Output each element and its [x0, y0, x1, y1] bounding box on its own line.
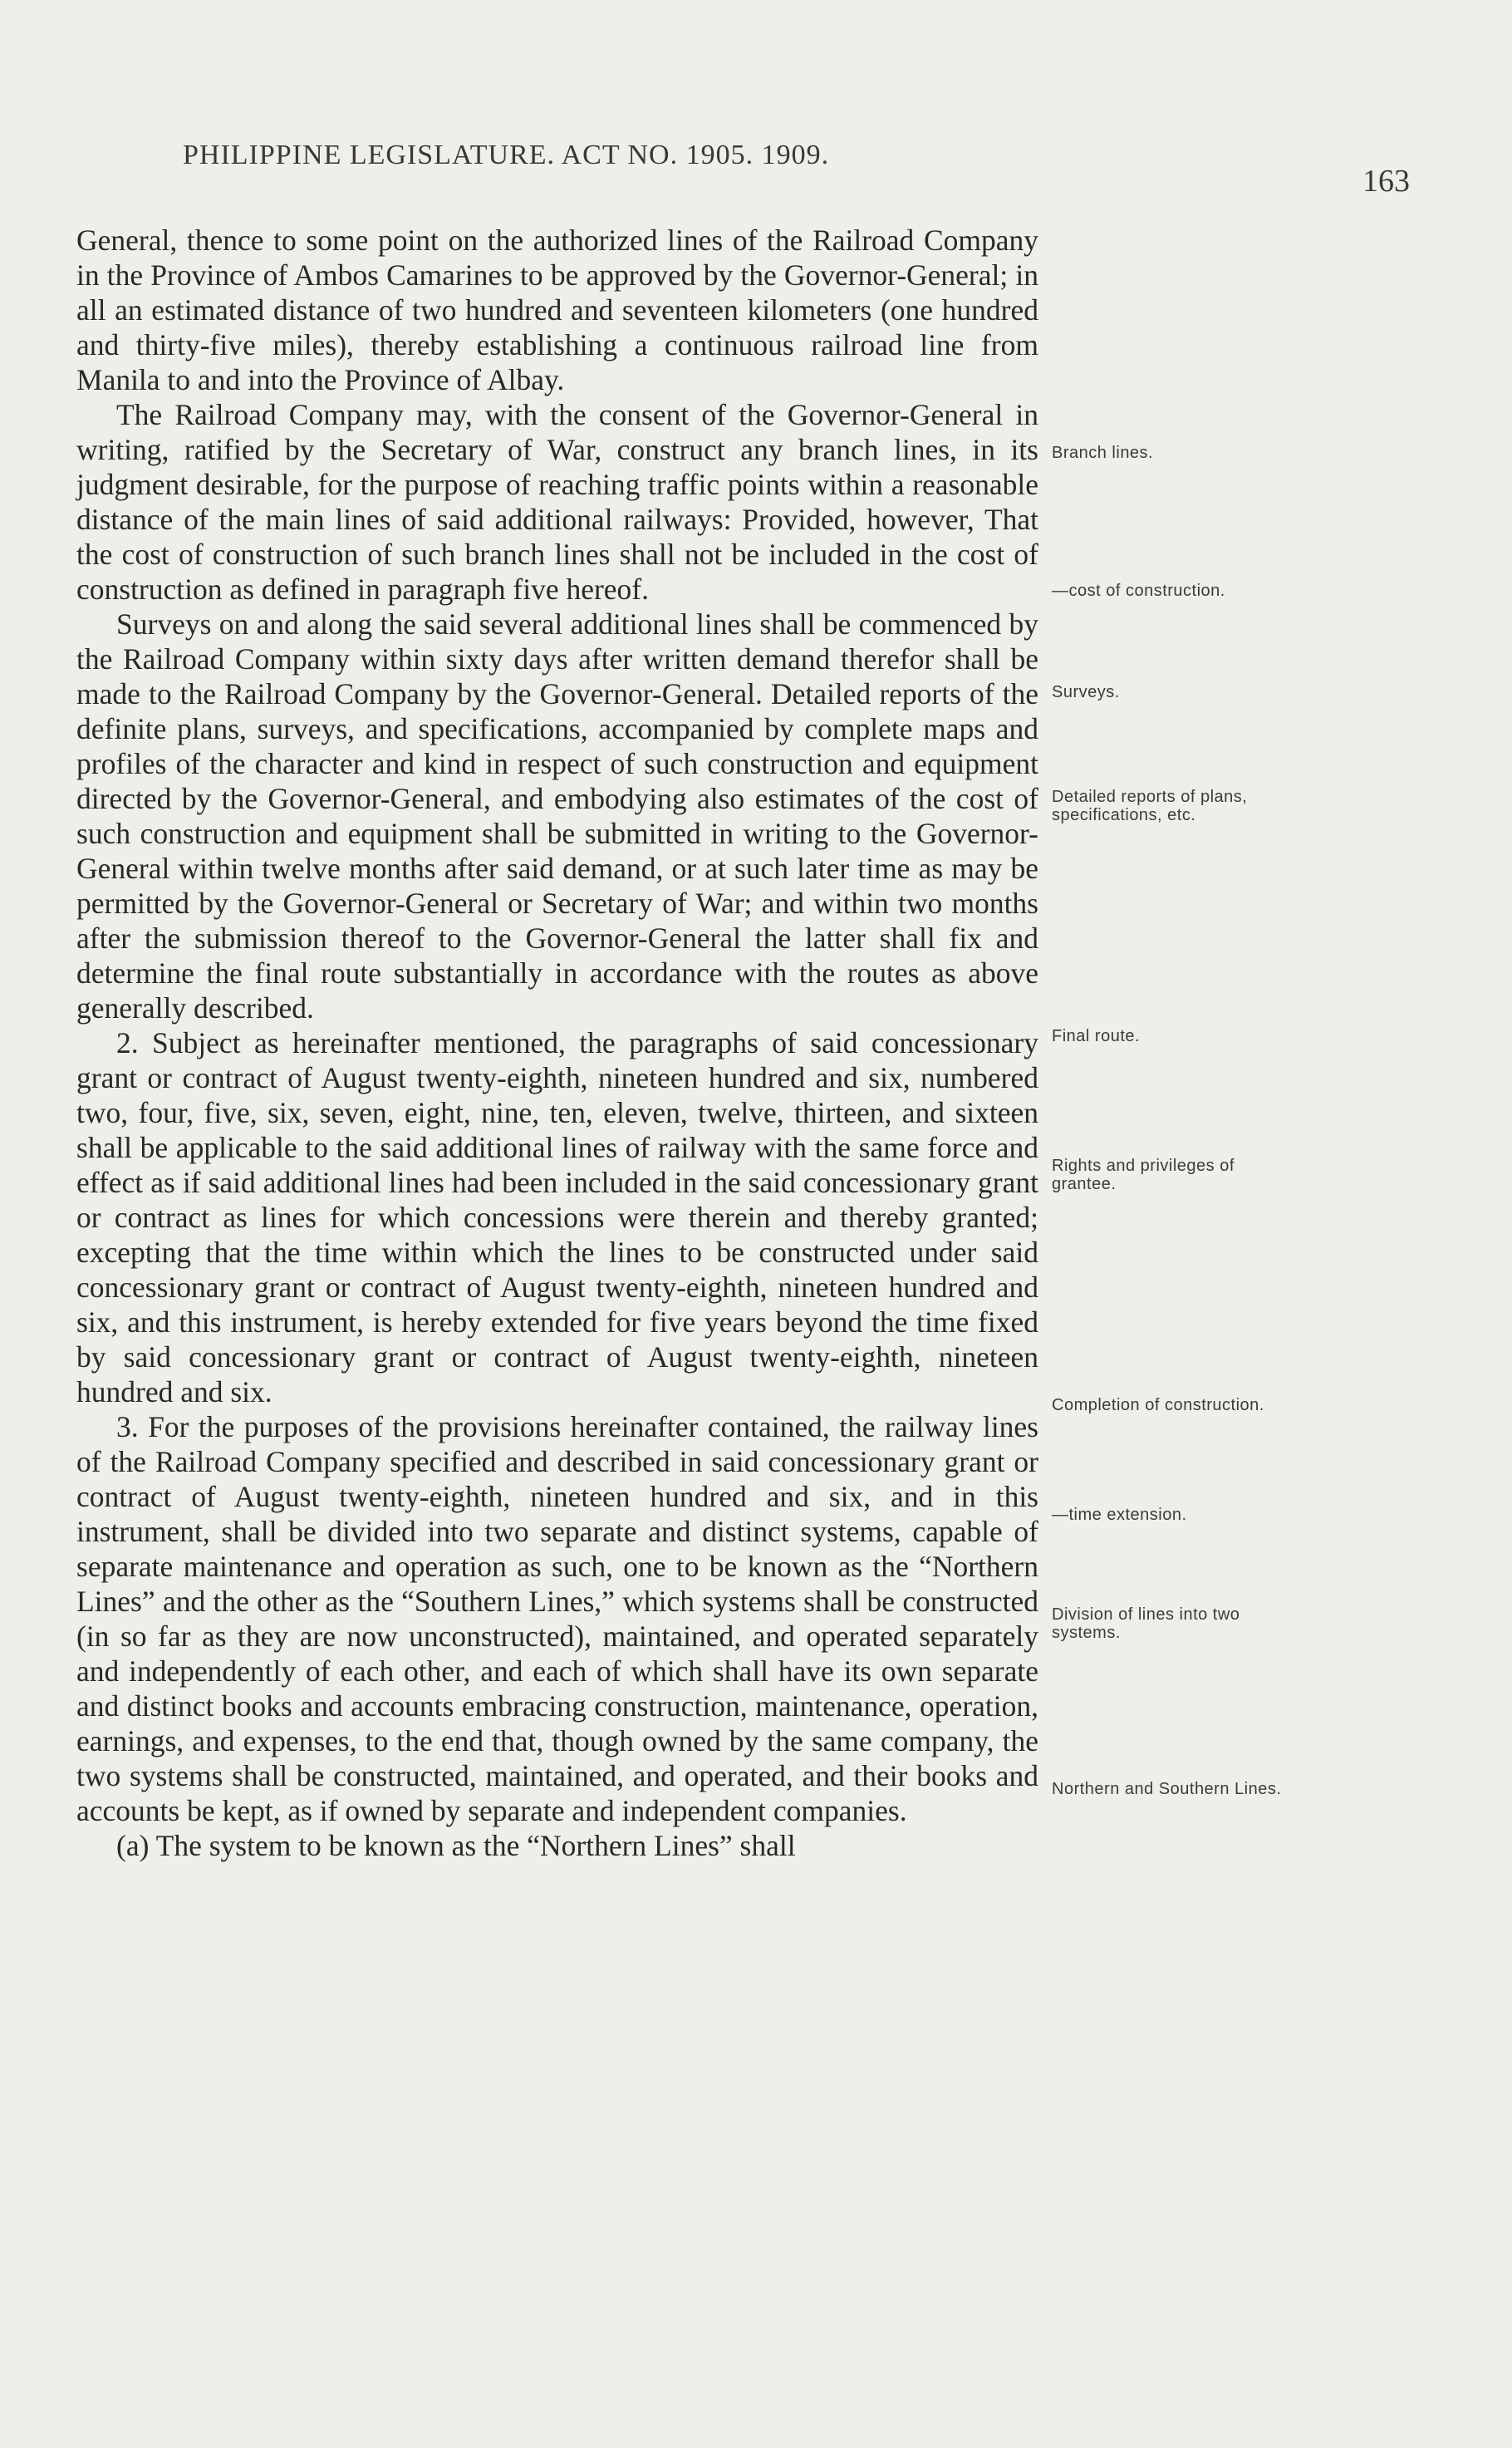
body-text: [76, 223, 1038, 1863]
margin-note-detailed-reports: Detailed reports of plans, specifications, etc.: [1052, 788, 1248, 824]
paragraph: Surveys on and along the said several additional lines shall be commenced by the Railroad Company within sixty days after written demand therefor shall be made to the Railroad Company by the Governor-General. Detailed reports of the definite plans, surveys, and specifications, accompanied by complete maps and profiles of the character and kind in respect of such construction and equipment directed by the Governor-General, and embodying also estimates of the cost of such construction and equipment shall be submitted in writing to the Governor-General within twelve months after said demand, or at such later time as may be permitted by the Governor-General or Secretary of War; and within two months after the submission thereof to the Governor-General the latter shall fix and determine the final route substantially in accordance with the routes as above generally described.: [76, 607, 1038, 1025]
running-head: PHILIPPINE LEGISLATURE. ACT NO. 1905. 1909.: [183, 140, 830, 170]
margin-note-branch-lines: Branch lines.: [1052, 444, 1154, 462]
page-number: 163: [1362, 164, 1410, 199]
paragraph: General, thence to some point on the authorized lines of the Railroad Company in the Province of Ambos Camarines to be approved by the Governor-General; in all an estimated distance of two hundred and seventeen kilometers (one hundred and thirty-five miles), thereby establishing a continuous railroad line from Manila to and into the Province of Albay.: [76, 224, 1038, 396]
margin-note-surveys: Surveys.: [1052, 683, 1120, 701]
margin-note-completion: Completion of construction.: [1052, 1396, 1264, 1414]
paragraph: 3. For the purposes of the provisions hereinafter contained, the railway lines of the Railroad Company specified and described in said concessionary grant or contract of August twenty-eighth, nineteen hundred and six, and in this instrument, shall be divided into two separate and distinct systems, capable of separate maintenance and operation as such, one to be known as the “Northern Lines” and the other as the “Southern Lines,” which systems shall be constructed (in so far as they are now unconstructed), maintained, and operated separately and independently of each other, and each of which shall have its own separate and distinct books and accounts embracing construction, maintenance, operation, earnings, and expenses, to the end that, though owned by the same company, the two systems shall be constructed, maintained, and operated, and their books and accounts be kept, as if owned by separate and independent companies.: [76, 1410, 1038, 1827]
margin-note-division-of-lines: Division of lines into two systems.: [1052, 1605, 1240, 1642]
margin-note-cost-of-construction: —cost of construction.: [1052, 582, 1225, 600]
margin-note-northern-southern: Northern and Southern Lines.: [1052, 1780, 1282, 1798]
paragraph: The Railroad Company may, with the consent of the Governor-General in writing, ratified by the Secretary of War, construct any branch lines, in its judgment desirable, for the purpose of reaching traffic points within a reasonable distance of the main lines of said additional railways: Provided, however, That the cost of construction of such branch lines shall not be included in the cost of construction as defined in paragraph five hereof.: [76, 398, 1038, 606]
paragraph: (a) The system to be known as the “Northern Lines” shall: [116, 1829, 796, 1862]
paragraph: 2. Subject as hereinafter mentioned, the paragraphs of said concessionary grant or contract of August twenty-eighth, nineteen hundred and six, numbered two, four, five, six, seven, eight, nine, ten, eleven, twelve, thirteen, and sixteen shall be applicable to the said additional lines of railway with the same force and effect as if said additional lines had been included in the said concessionary grant or contract as lines for which concessions were therein and thereby granted; excepting that the time within which the lines to be constructed under said concessionary grant or contract of August twenty-eighth, nineteen hundred and six, and this instrument, is hereby extended for five years beyond the time fixed by said concessionary grant or contract of August twenty-eighth, nineteen hundred and six.: [76, 1026, 1038, 1408]
margin-note-time-extension: —time extension.: [1052, 1506, 1187, 1524]
margin-note-rights-privileges: Rights and privileges of grantee.: [1052, 1157, 1235, 1193]
margin-note-final-route: Final route.: [1052, 1027, 1141, 1045]
